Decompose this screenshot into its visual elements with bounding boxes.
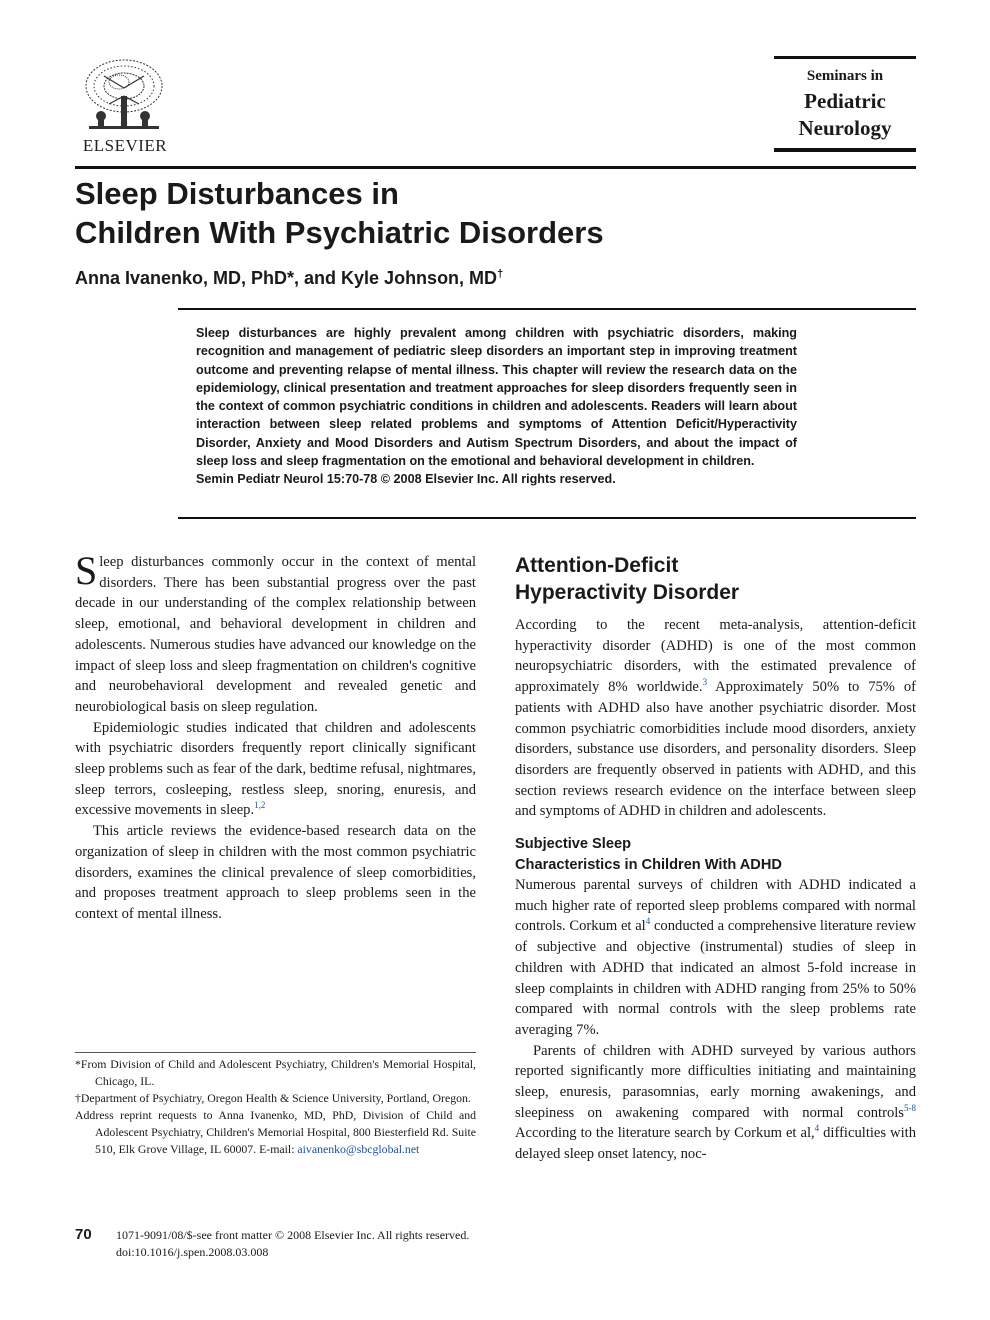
- footer: [116, 1227, 616, 1261]
- subsection-heading: [515, 834, 916, 875]
- subsection-heading-line2: Characteristics in Children With ADHD: [515, 856, 782, 873]
- journal-title-line1: Pediatric: [804, 89, 886, 113]
- intro-paragraph-1: [75, 548, 476, 718]
- footnote-address: Address reprint requests to Anna Ivanenko, MD, PhD, Division of Child and Adolescent Psychiatry, Children's Memorial Hospital, 800 Biesterfield Rd. Suite 510, Elk Grove Village, IL 60007. E-mail:: [75, 1108, 476, 1156]
- intro-paragraph-3: This article reviews the evidence-based research data on the organization of sleep in children with the most common psychiatric disorders, examines the clinical prevalence of sleep comorbidities, and proposes treatment approach to sleep problems seen in the context of mental illness.: [75, 823, 476, 922]
- adhd-p3-text-b: According to the literature search by Corkum et al,: [515, 1125, 815, 1142]
- abstract-rule-bottom: [178, 517, 916, 519]
- publisher-name: ELSEVIER: [82, 136, 168, 155]
- section-heading-adhd: [515, 552, 916, 606]
- article-title: [75, 174, 775, 252]
- section-heading-line2: Hyperactivity Disorder: [515, 581, 740, 604]
- footnotes: [75, 1056, 476, 1158]
- adhd-paragraph-2: [515, 875, 916, 1041]
- intro-p2-text: Epidemiologic studies indicated that children and adolescents with psychiatric disorders frequently report clinically significant sleep problems such as fear of the dark, bedtime refusal, nightmares, sleep terrors, cosleeping, restless sleep, snoring, enuresis, and excessive movements in sleep.: [75, 719, 476, 819]
- adhd-p2-text-b: conducted a comprehensive literature review of subjective and objective (instrumental) studies of sleep in children with ADHD that indicated an almost 5-fold increase in sleep complaints in children with ADHD ranging from 25% to 50% compared with normal controls with the sleep problems rate averaging 7%.: [515, 918, 916, 1038]
- reference-link[interactable]: 3: [702, 677, 708, 688]
- section-heading-line1: Attention-Deficit: [515, 554, 679, 577]
- reference-link[interactable]: 4: [814, 1123, 820, 1134]
- reference-link[interactable]: 4: [645, 916, 651, 927]
- footnote-affiliation-1: *From Division of Child and Adolescent Psychiatry, Children's Memorial Hospital, Chicago, IL.: [75, 1057, 476, 1088]
- authors-affiliation-mark: †: [497, 268, 504, 280]
- article-title-line2: Children With Psychiatric Disorders: [75, 215, 604, 250]
- adhd-p2-text-a: Numerous parental surveys of children with ADHD indicated a much higher rate of reported sleep problems compared with normal controls. Corkum et al: [515, 877, 916, 935]
- publisher-logo: [75, 56, 175, 156]
- footnote-divider: [75, 1052, 476, 1053]
- masthead-rule-top: [774, 56, 916, 59]
- journal-series: Seminars in: [806, 68, 884, 84]
- page-number: 70: [75, 1226, 92, 1243]
- email-link[interactable]: aivanenko@sbcglobal.net: [297, 1142, 420, 1156]
- footnote-correspondence: [75, 1107, 476, 1158]
- reference-link[interactable]: 1,2: [254, 800, 266, 811]
- right-column: [515, 615, 916, 1165]
- article-authors: [75, 268, 775, 289]
- intro-paragraph-2: [75, 718, 476, 822]
- article-title-line1: Sleep Disturbances in: [75, 176, 399, 211]
- abstract: [196, 324, 797, 489]
- abstract-text: Sleep disturbances are highly prevalent among children with psychiatric disorders, making recognition and management of pediatric sleep disorders an important step in improving treatment outcome and preventing relapse of mental illness. This chapter will review the research data on the epidemiology, clinical presentation and treatment approaches for sleep disorders frequently seen in the context of common psychiatric conditions in children and adolescents. Readers will learn about interaction between sleep related problems and symptoms of Attention Deficit/Hyperactivity Disorder, Anxiety and Mood Disorders and Autism Spectrum Disorders, and about the impact of sleep loss and sleep fragmentation on the emotional and behavioral development in children.: [196, 326, 797, 469]
- abstract-citation: Semin Pediatr Neurol 15:70-78 © 2008 Elsevier Inc. All rights reserved.: [196, 472, 616, 487]
- authors-names: Anna Ivanenko, MD, PhD*, and Kyle Johnson, MD: [75, 268, 498, 288]
- header-divider: [75, 166, 916, 169]
- adhd-p1-text-b: Approximately 50% to 75% of patients with ADHD also have another psychiatric disorder. Most common psychiatric comorbidities include mood disorders, anxiety disorders, substance use disorders, and personality disorders. Sleep disorders are frequently observed in patients with ADHD, and this section reviews research evidence on the interface between sleep and symptoms of ADHD in children and adolescents.: [515, 679, 916, 820]
- adhd-p3-text-c: difficulties with delayed sleep onset latency, noc-: [515, 1125, 917, 1163]
- abstract-rule-top: [178, 308, 916, 310]
- footnote-affiliation-2: †Department of Psychiatry, Oregon Health & Science University, Portland, Oregon.: [75, 1091, 471, 1105]
- footer-doi[interactable]: doi:10.1016/j.spen.2008.03.008: [116, 1245, 269, 1259]
- journal-masthead: [774, 56, 916, 156]
- journal-title-line2: Neurology: [798, 116, 892, 140]
- masthead-rule-bottom: [774, 148, 916, 152]
- subsection-heading-line1: Subjective Sleep: [515, 836, 631, 853]
- left-column: [75, 548, 476, 925]
- reference-link[interactable]: 5-8: [904, 1102, 916, 1113]
- adhd-paragraph-3: [515, 1041, 916, 1165]
- adhd-p3-text-a: Parents of children with ADHD surveyed by various authors reported significantly more difficulties initiating and maintaining sleep, enuresis, parasomnias, early morning awakenings, and sleepiness on awakening compared with normal controls: [515, 1042, 916, 1121]
- footer-copyright: 1071-9091/08/$-see front matter © 2008 Elsevier Inc. All rights reserved.: [116, 1228, 470, 1242]
- adhd-paragraph-1: [515, 615, 916, 822]
- adhd-p1-text-a: According to the recent meta-analysis, attention-deficit hyperactivity disorder (ADHD) is one of the most common neuropsychiatric disorders, with the estimated prevalence of approximately 8% worldwide.: [515, 617, 916, 696]
- intro-p1-text: leep disturbances commonly occur in the context of mental disorders. There has been substantial progress over the past decade in our understanding of the complex relationship between sleep, emotional, and behavioral development in children and adolescents. Numerous studies have advanced our knowledge on the impact of sleep loss and sleep fragmentation on children's cognitive and neurobehavioral development and revealed genetic and neurobiological basis on sleep regulation.: [75, 554, 476, 715]
- dropcap: S: [75, 548, 98, 593]
- elsevier-tree-icon: [79, 56, 169, 134]
